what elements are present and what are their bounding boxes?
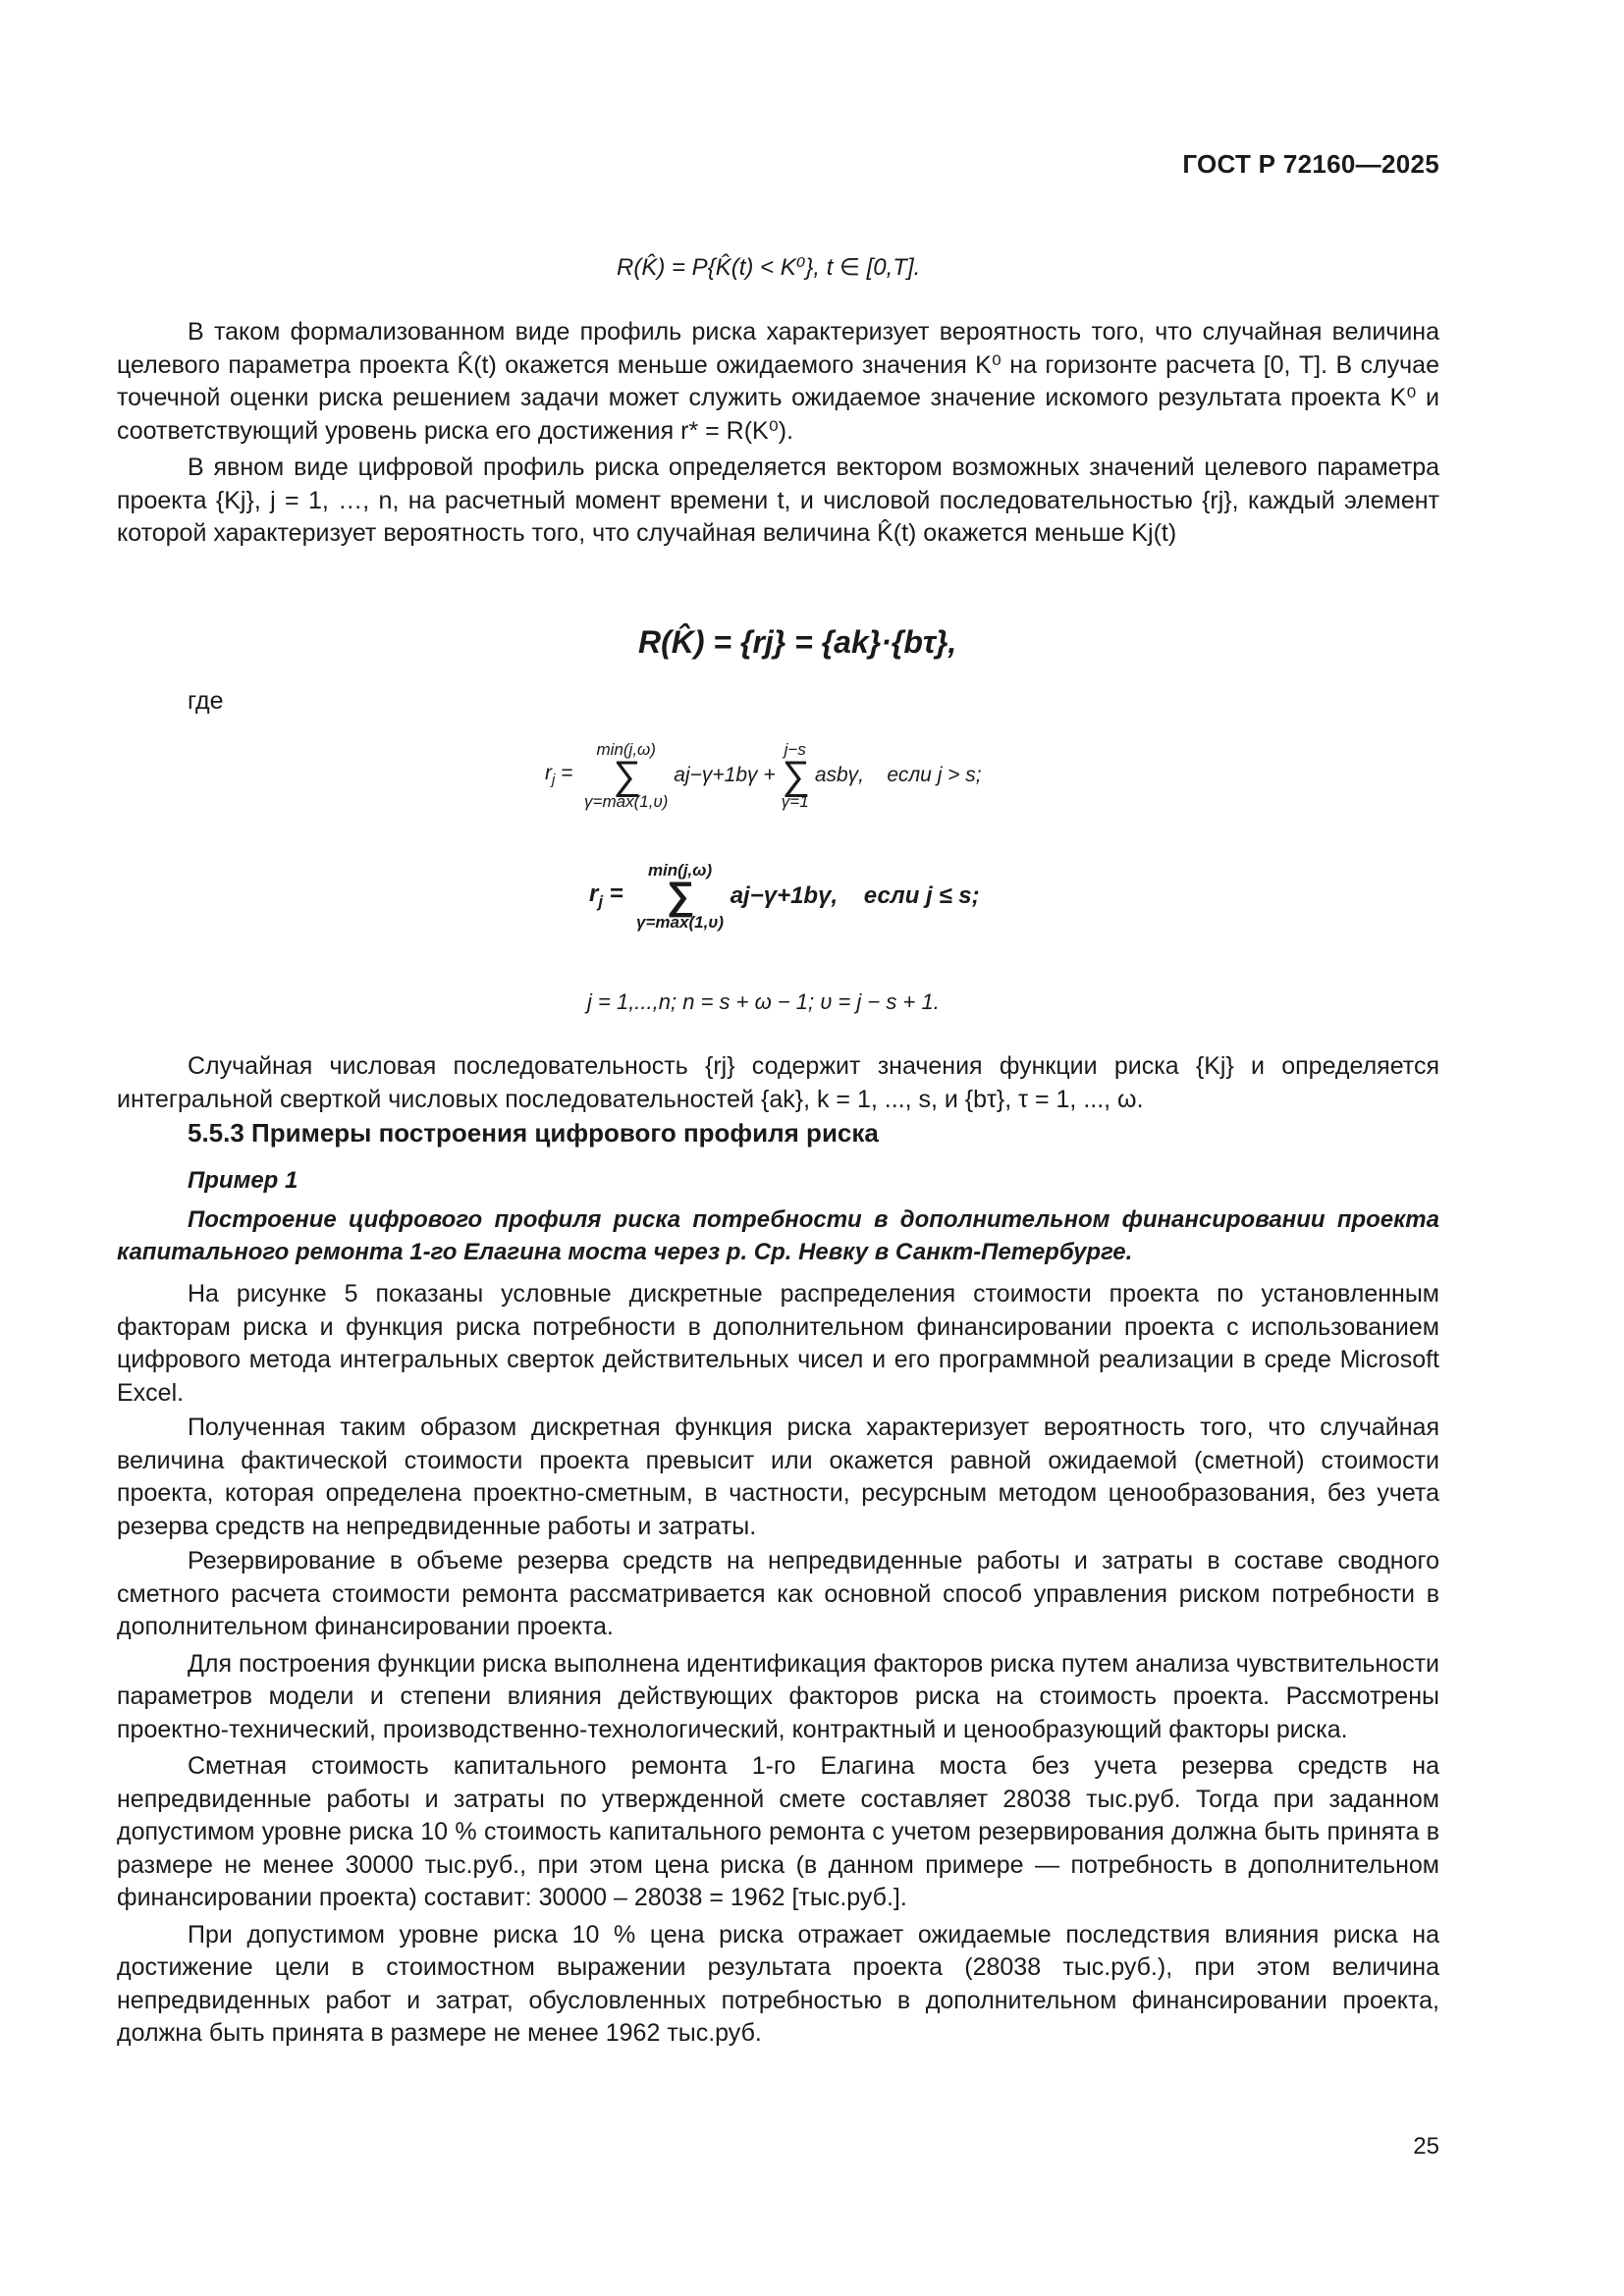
- formula-risk-profile: R(K̂) = P{K̂(t) < K⁰}, t ∈ [0,T].: [617, 254, 921, 281]
- body-paragraph: На рисунке 5 показаны условные дискретные распределения стоимости проекта по установленным факторам риска и функция риска потребности в дополнительном финансировании проекта с использованием цифрового метода интегральных сверток действительных чисел и его программной реализации в среде Microsoft Excel.: [117, 1280, 1439, 1407]
- sum-symbol-2: j−s ∑ γ=1: [781, 740, 809, 811]
- body-paragraph: Сметная стоимость капитального ремонта 1-го Елагина моста без учета резерва средств на непредвиденные работы и затраты по утвержденной смете составляет 28038 тыс.руб. Тогда при заданном допустимом уровне риска 10 % стоимость капитального ремонта с учетом резервирования должна быть принята в размере не менее 30000 тыс.руб., при этом цена риска (в данном примере — потребность в дополнительном финансировании проекта) составит: 30000 – 28038 = 1962 [тыс.руб.].: [117, 1752, 1439, 1911]
- where-label: где: [188, 687, 224, 715]
- sum-symbol-1: min(j,ω) ∑ γ=max(1,υ): [584, 740, 669, 811]
- body-paragraph: При допустимом уровне риска 10 % цена риска отражает ожидаемые последствия влияния риска на достижение цели в стоимостном выражении результата проекта (28038 тыс.руб.), при этом величина непредвиденных работ и затрат, обусловленных потребностью в дополнительном финансировании проекта, должна быть принята в размере не менее 1962 тыс.руб.: [117, 1920, 1439, 2047]
- formula-rj-case-1: $r_j$ = min(j,ω) ∑ γ=max(1,υ) aj−γ+1bγ + j−s ∑ γ=1 asbγ, если j > s;: [545, 740, 982, 811]
- sum-symbol-3: min(j,ω) ∑ γ=max(1,υ): [636, 861, 725, 932]
- paragraph-1: [117, 316, 1439, 448]
- document-code-header: ГОСТ Р 72160—2025: [1182, 149, 1439, 179]
- paragraph-2-text: В явном виде цифровой профиль риска определяется вектором возможных значений целевого параметра проекта {Kj}, j = 1, …, n, на расчетный момент времени t, и числовой последовательностью {rj}, каждый элемент которой характеризует вероятность того, что случайная величина K̂(t) окажется меньше Kj(t): [117, 454, 1439, 547]
- formula-digital-profile: R(K̂) = {rj} = {ak}·{bτ},: [638, 624, 957, 660]
- body-paragraph: Резервирование в объеме резерва средств на непредвиденные работы и затраты в составе сводного сметного расчета стоимости ремонта рассматривается как основной способ управления риском потребности в дополнительном финансировании проекта.: [117, 1547, 1439, 1640]
- section-title: 5.5.3 Примеры построения цифрового профиля риска: [188, 1118, 879, 1148]
- page-number: 25: [1413, 2133, 1439, 2160]
- example-label: Пример 1: [188, 1167, 298, 1194]
- paragraph-3: [117, 1050, 1439, 1116]
- paragraph-2: [117, 452, 1439, 551]
- paragraph-3-text: Случайная числовая последовательность {rj} содержит значения функции риска {Kj} и определяется интегральной сверткой числовых последовательностей {ak}, k = 1, ..., s, и {bτ}, τ = 1, ..., ω.: [117, 1052, 1439, 1113]
- body-paragraph: Полученная таким образом дискретная функция риска характеризует вероятность того, что случайная величина фактической стоимости проекта превысит или окажется равной ожидаемой (сметной) стоимости проекта, которая определена проектно-сметным, в частности, ресурсным методом ценообразования, без учета резерва средств на непредвиденные работы и затраты.: [117, 1414, 1439, 1540]
- body-text: [117, 1278, 1439, 2051]
- where-label-block: [117, 685, 1439, 719]
- formula-index-ranges: j = 1,...,n; n = s + ω − 1; υ = j − s + 1.: [587, 989, 940, 1014]
- body-paragraph: Для построения функции риска выполнена идентификация факторов риска путем анализа чувствительности параметров модели и степени влияния действующих факторов риска на стоимость проекта. Рассмотрены проектно-технический, производственно-технологический, контрактный и ценообразующий факторы риска.: [117, 1649, 1439, 1743]
- paragraph-1-text: В таком формализованном виде профиль риска характеризует вероятность того, что случайная величина целевого параметра проекта K̂(t) окажется меньше ожидаемого значения K⁰ на горизонте расчета [0, T]. В случае точечной оценки риска решением задачи может служить ожидаемое значение искомого результата проекта K⁰ и соответствующий уровень риска его достижения r* = R(K⁰).: [117, 318, 1439, 445]
- formula-rj-case-2: $r_j$ = min(j,ω) ∑ γ=max(1,υ) aj−γ+1bγ, если j ≤ s;: [589, 861, 980, 932]
- example-title: Построение цифрового профиля риска потребности в дополнительном финансировании проекта капитального ремонта 1-го Елагина моста через р. Ср. Невку в Санкт-Петербурге.: [117, 1206, 1439, 1265]
